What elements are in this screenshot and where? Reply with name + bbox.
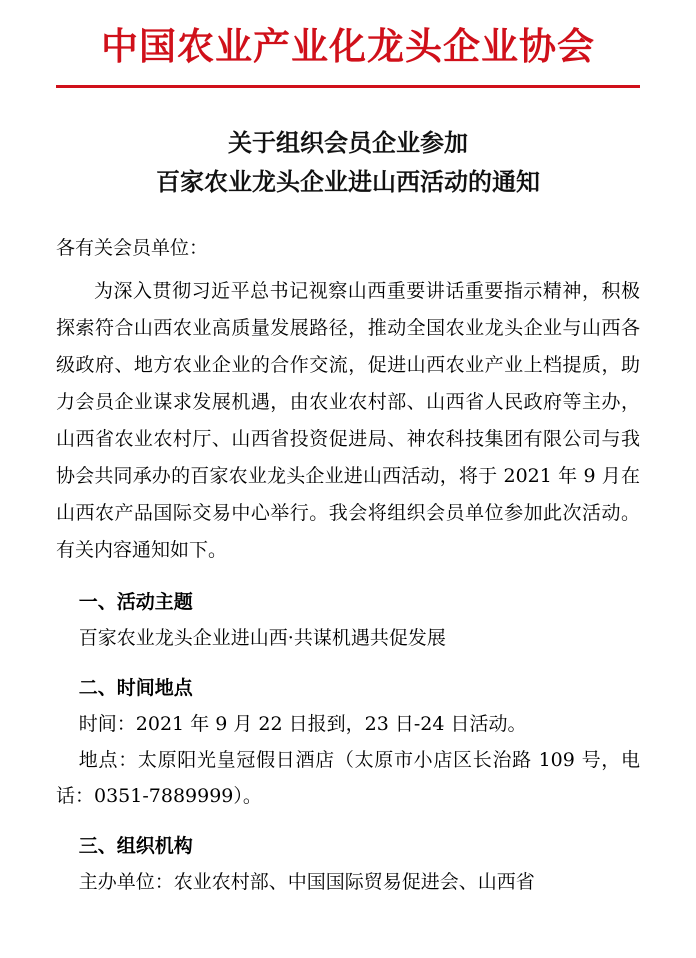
- page-title-line-1: 关于组织会员企业参加: [228, 128, 468, 157]
- page-title-line-2: 百家农业龙头企业进山西活动的通知: [156, 168, 540, 197]
- section-paragraph: 地点：太原阳光皇冠假日酒店（太原市小店区长治路 109 号，电话：0351-7889999）。: [56, 748, 640, 807]
- page-title: [56, 124, 640, 203]
- section-time-place: [56, 670, 640, 814]
- section-heading: 三、组织机构: [78, 835, 193, 858]
- organization-name: 中国农业产业化龙头企业协会: [101, 25, 595, 68]
- section-heading: 一、活动主题: [78, 590, 193, 613]
- section-activity-theme: [56, 584, 640, 656]
- letterhead-divider: [56, 85, 640, 88]
- section-paragraph: 主办单位：农业农村部、中国国际贸易促进会、山西省: [78, 871, 535, 894]
- section-heading: 二、时间地点: [78, 676, 193, 699]
- letterhead: [56, 0, 640, 88]
- section-organizers: [56, 828, 640, 900]
- section-paragraph: 时间：2021 年 9 月 22 日报到，23 日-24 日活动。: [78, 712, 527, 735]
- section-paragraph: 百家农业龙头企业进山西·共谋机遇共促发展: [78, 626, 446, 649]
- salutation: 各有关会员单位：: [56, 236, 209, 259]
- opening-paragraph: 为深入贯彻习近平总书记视察山西重要讲话重要指示精神，积极探索符合山西农业高质量发展路径，推动全国农业龙头企业与山西各级政府、地方农业企业的合作交流，促进山西农业产业上档提质，助力会员企业谋求发展机遇，由农业农村部、山西省人民政府等主办，山西省农业农村厅、山西省投资促进局、神农科技集团有限公司与我协会共同承办的百家农业龙头企业进山西活动，将于 2021 年 9 月在山西农产品国际交易中心举行。我会将组织会员单位参加此次活动。有关内容通知如下。: [56, 280, 640, 562]
